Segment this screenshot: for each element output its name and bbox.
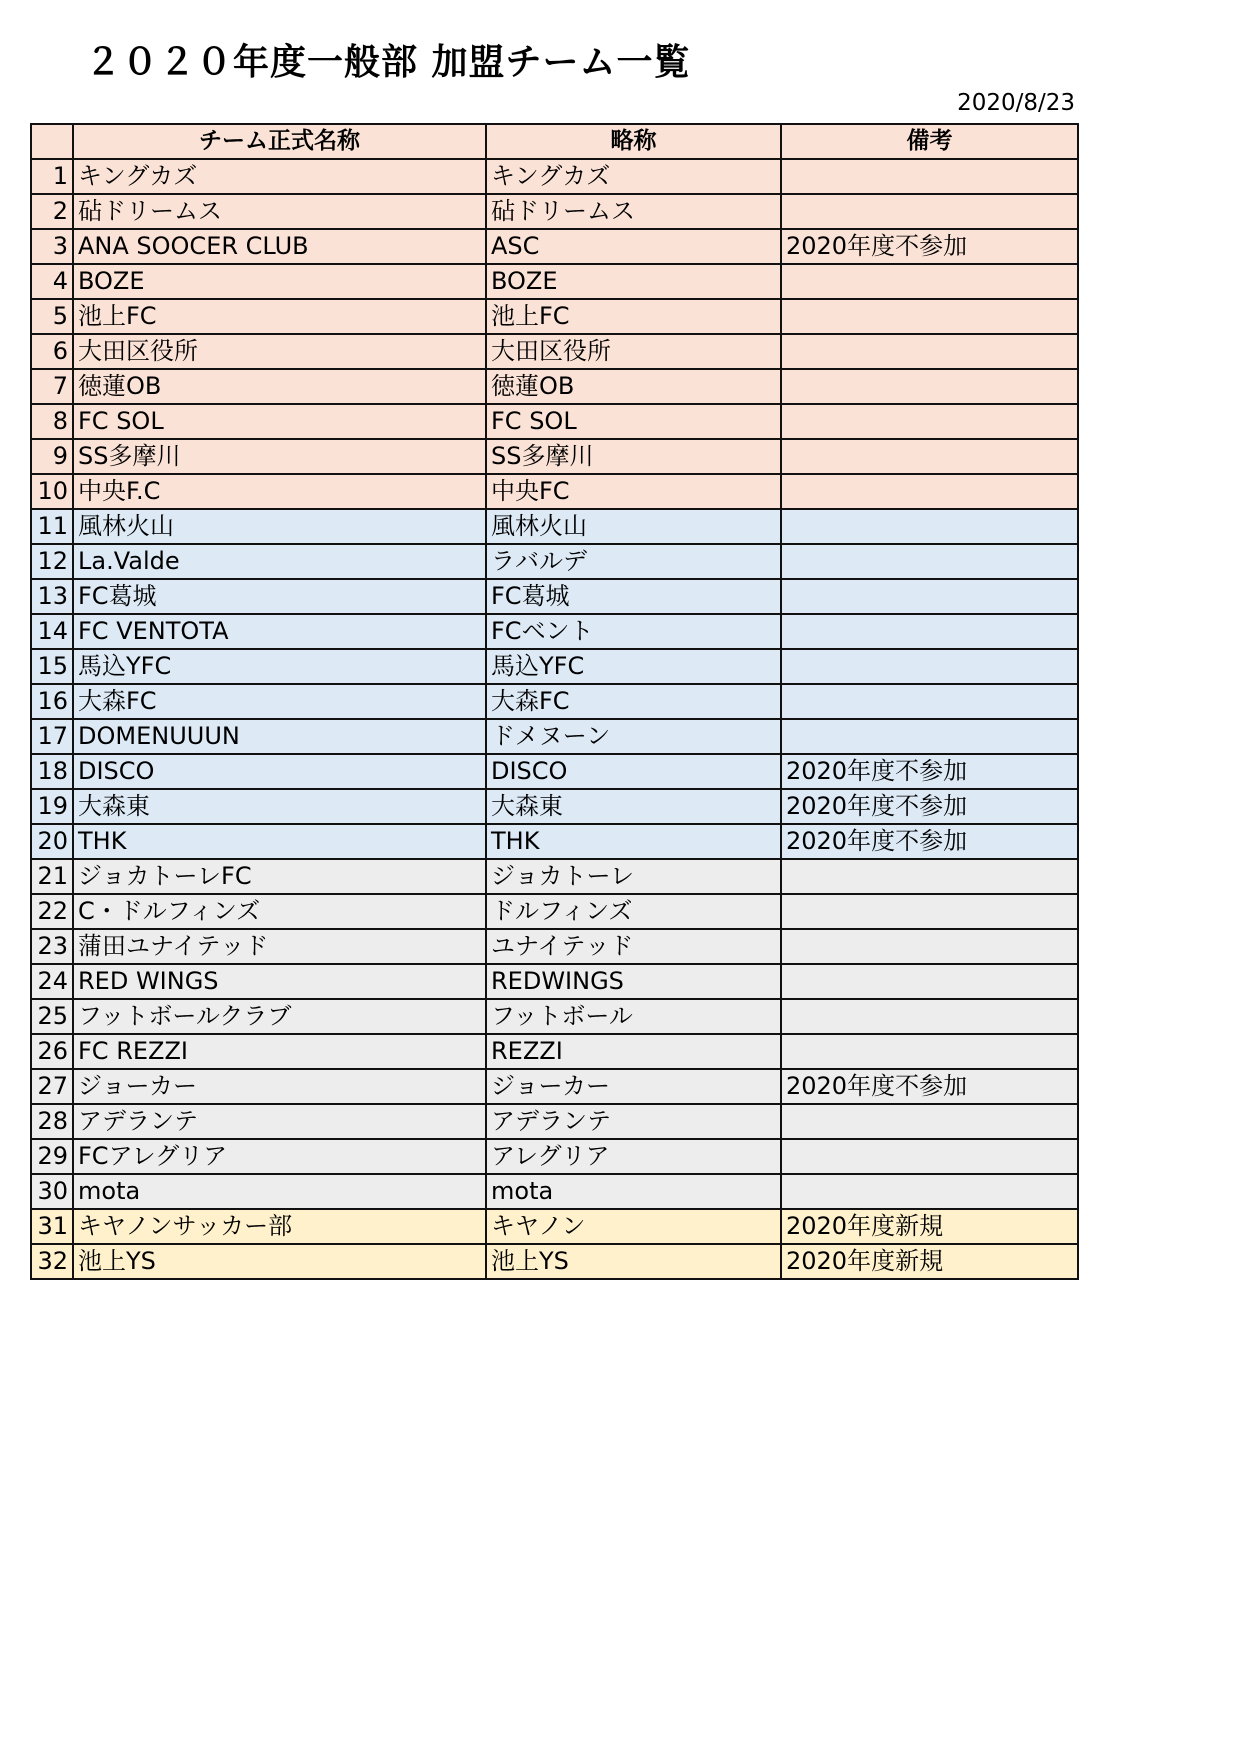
table-row [31, 369, 1078, 404]
team-official-name: 池上YS [73, 1244, 486, 1279]
team-abbreviation: REDWINGS [486, 964, 781, 999]
team-abbreviation: ドメヌーン [486, 719, 781, 754]
row-number: 9 [31, 439, 73, 474]
row-number: 29 [31, 1139, 73, 1174]
team-abbreviation: ASC [486, 229, 781, 264]
team-official-name: FC VENTOTA [73, 614, 486, 649]
team-official-name: キヤノンサッカー部 [73, 1209, 486, 1244]
team-abbreviation: キングカズ [486, 159, 781, 194]
team-abbreviation: REZZI [486, 1034, 781, 1069]
team-remarks: 2020年度新規 [781, 1209, 1078, 1244]
team-abbreviation: ドルフィンズ [486, 894, 781, 929]
table-row [31, 1209, 1078, 1244]
table-row [31, 579, 1078, 614]
team-official-name: FC SOL [73, 404, 486, 439]
team-abbreviation: ユナイテッド [486, 929, 781, 964]
team-abbreviation: キヤノン [486, 1209, 781, 1244]
team-remarks [781, 649, 1078, 684]
table-row [31, 649, 1078, 684]
team-abbreviation: THK [486, 824, 781, 859]
row-number: 6 [31, 334, 73, 369]
row-number: 21 [31, 859, 73, 894]
row-number: 19 [31, 789, 73, 824]
table-row [31, 964, 1078, 999]
team-official-name: ジョーカー [73, 1069, 486, 1104]
team-official-name: C・ドルフィンズ [73, 894, 486, 929]
team-remarks: 2020年度不参加 [781, 1069, 1078, 1104]
table-row [31, 999, 1078, 1034]
team-remarks [781, 1034, 1078, 1069]
team-official-name: SS多摩川 [73, 439, 486, 474]
team-abbreviation: ジョカトーレ [486, 859, 781, 894]
team-abbreviation: フットボール [486, 999, 781, 1034]
row-number: 16 [31, 684, 73, 719]
row-number: 28 [31, 1104, 73, 1139]
row-number: 23 [31, 929, 73, 964]
team-remarks [781, 404, 1078, 439]
team-abbreviation: FCベント [486, 614, 781, 649]
team-official-name: La.Valde [73, 544, 486, 579]
team-official-name: 砧ドリームス [73, 194, 486, 229]
team-remarks [781, 999, 1078, 1034]
row-number: 4 [31, 264, 73, 299]
team-official-name: アデランテ [73, 1104, 486, 1139]
row-number: 24 [31, 964, 73, 999]
table-row [31, 544, 1078, 579]
team-official-name: 徳蓮OB [73, 369, 486, 404]
team-official-name: 大田区役所 [73, 334, 486, 369]
team-abbreviation: 風林火山 [486, 509, 781, 544]
team-abbreviation: 大森東 [486, 789, 781, 824]
team-table [30, 123, 1079, 1280]
table-row [31, 1069, 1078, 1104]
team-abbreviation: ジョーカー [486, 1069, 781, 1104]
row-number: 17 [31, 719, 73, 754]
row-number: 15 [31, 649, 73, 684]
team-remarks [781, 1139, 1078, 1174]
team-remarks [781, 544, 1078, 579]
row-number: 14 [31, 614, 73, 649]
team-remarks [781, 964, 1078, 999]
team-abbreviation: 大田区役所 [486, 334, 781, 369]
team-abbreviation: 池上FC [486, 299, 781, 334]
table-row [31, 439, 1078, 474]
team-official-name: 蒲田ユナイテッド [73, 929, 486, 964]
row-number: 31 [31, 1209, 73, 1244]
team-remarks: 2020年度不参加 [781, 229, 1078, 264]
team-abbreviation: FC葛城 [486, 579, 781, 614]
team-abbreviation: SS多摩川 [486, 439, 781, 474]
team-abbreviation: 砧ドリームス [486, 194, 781, 229]
table-row [31, 859, 1078, 894]
table-row [31, 684, 1078, 719]
table-row [31, 334, 1078, 369]
team-official-name: ANA SOOCER CLUB [73, 229, 486, 264]
team-remarks [781, 369, 1078, 404]
team-official-name: 馬込YFC [73, 649, 486, 684]
team-official-name: ジョカトーレFC [73, 859, 486, 894]
team-remarks [781, 579, 1078, 614]
table-row [31, 229, 1078, 264]
team-official-name: THK [73, 824, 486, 859]
table-row [31, 1139, 1078, 1174]
team-remarks [781, 439, 1078, 474]
team-abbreviation: 池上YS [486, 1244, 781, 1279]
team-remarks [781, 614, 1078, 649]
row-number: 8 [31, 404, 73, 439]
table-row [31, 929, 1078, 964]
row-number: 13 [31, 579, 73, 614]
table-row [31, 894, 1078, 929]
row-number: 3 [31, 229, 73, 264]
team-abbreviation: FC SOL [486, 404, 781, 439]
team-abbreviation: BOZE [486, 264, 781, 299]
header-official-name: チーム正式名称 [73, 124, 486, 159]
team-remarks [781, 159, 1078, 194]
table-row [31, 719, 1078, 754]
table-row [31, 1244, 1078, 1279]
team-official-name: DISCO [73, 754, 486, 789]
row-number: 1 [31, 159, 73, 194]
team-remarks [781, 929, 1078, 964]
row-number: 20 [31, 824, 73, 859]
team-official-name: キングカズ [73, 159, 486, 194]
team-abbreviation: ラバルデ [486, 544, 781, 579]
team-remarks [781, 894, 1078, 929]
team-abbreviation: 中央FC [486, 474, 781, 509]
row-number: 5 [31, 299, 73, 334]
team-official-name: FCアレグリア [73, 1139, 486, 1174]
team-abbreviation: アレグリア [486, 1139, 781, 1174]
team-official-name: mota [73, 1174, 486, 1209]
table-row [31, 1034, 1078, 1069]
team-remarks [781, 474, 1078, 509]
team-remarks [781, 509, 1078, 544]
row-number: 7 [31, 369, 73, 404]
table-row [31, 299, 1078, 334]
team-remarks [781, 684, 1078, 719]
table-row [31, 1174, 1078, 1209]
team-remarks: 2020年度不参加 [781, 754, 1078, 789]
team-remarks [781, 194, 1078, 229]
document-date: 2020/8/23 [957, 90, 1075, 116]
row-number: 10 [31, 474, 73, 509]
team-remarks [781, 264, 1078, 299]
table-row [31, 509, 1078, 544]
team-official-name: FC葛城 [73, 579, 486, 614]
header-remarks: 備考 [781, 124, 1078, 159]
team-abbreviation: 馬込YFC [486, 649, 781, 684]
team-abbreviation: mota [486, 1174, 781, 1209]
team-official-name: 池上FC [73, 299, 486, 334]
team-remarks [781, 334, 1078, 369]
table-row [31, 404, 1078, 439]
team-remarks: 2020年度不参加 [781, 824, 1078, 859]
team-remarks: 2020年度新規 [781, 1244, 1078, 1279]
team-abbreviation: 徳蓮OB [486, 369, 781, 404]
table-row [31, 1104, 1078, 1139]
row-number: 2 [31, 194, 73, 229]
team-official-name: FC REZZI [73, 1034, 486, 1069]
row-number: 11 [31, 509, 73, 544]
table-row [31, 754, 1078, 789]
row-number: 30 [31, 1174, 73, 1209]
team-remarks [781, 299, 1078, 334]
team-abbreviation: 大森FC [486, 684, 781, 719]
page-title: ２０２０年度一般部 加盟チーム一覧 [85, 42, 691, 83]
team-rows [31, 159, 1078, 1279]
table-row [31, 789, 1078, 824]
table-row [31, 194, 1078, 229]
team-remarks: 2020年度不参加 [781, 789, 1078, 824]
row-number: 18 [31, 754, 73, 789]
row-number: 32 [31, 1244, 73, 1279]
table-row [31, 474, 1078, 509]
team-abbreviation: アデランテ [486, 1104, 781, 1139]
header-number [31, 124, 73, 159]
table-header-row [31, 124, 1078, 159]
team-official-name: DOMENUUUN [73, 719, 486, 754]
team-abbreviation: DISCO [486, 754, 781, 789]
row-number: 27 [31, 1069, 73, 1104]
team-official-name: 中央F.C [73, 474, 486, 509]
team-remarks [781, 859, 1078, 894]
team-remarks [781, 1174, 1078, 1209]
team-official-name: BOZE [73, 264, 486, 299]
team-official-name: 風林火山 [73, 509, 486, 544]
row-number: 22 [31, 894, 73, 929]
table-row [31, 824, 1078, 859]
row-number: 26 [31, 1034, 73, 1069]
team-remarks [781, 719, 1078, 754]
header-abbreviation: 略称 [486, 124, 781, 159]
table-row [31, 264, 1078, 299]
table-row [31, 159, 1078, 194]
team-official-name: RED WINGS [73, 964, 486, 999]
team-official-name: 大森東 [73, 789, 486, 824]
row-number: 25 [31, 999, 73, 1034]
table-row [31, 614, 1078, 649]
row-number: 12 [31, 544, 73, 579]
team-remarks [781, 1104, 1078, 1139]
team-official-name: 大森FC [73, 684, 486, 719]
team-official-name: フットボールクラブ [73, 999, 486, 1034]
